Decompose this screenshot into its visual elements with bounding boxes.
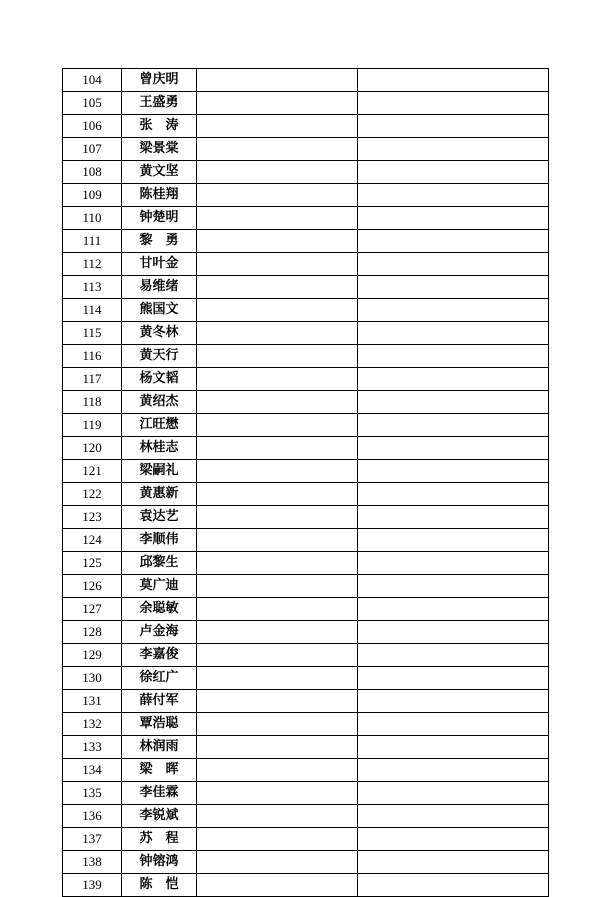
row-name-text: 张 涛 (139, 118, 179, 133)
row-name-text: 李锐斌 (139, 808, 179, 823)
row-blank-cell-a (197, 713, 358, 736)
row-name-text: 曾庆明 (139, 72, 179, 87)
table-row (63, 805, 549, 828)
row-blank-cell-b (358, 299, 549, 322)
table-row (63, 690, 549, 713)
row-name-cell (122, 345, 197, 368)
row-number-cell: 112 (63, 253, 122, 276)
row-blank-cell-a (197, 828, 358, 851)
row-blank-cell-b (358, 552, 549, 575)
row-name-cell (122, 690, 197, 713)
row-number-cell: 119 (63, 414, 122, 437)
table-row (63, 483, 549, 506)
row-number-cell: 137 (63, 828, 122, 851)
row-name-cell (122, 414, 197, 437)
row-number-cell: 106 (63, 115, 122, 138)
table-row (63, 115, 549, 138)
row-name-cell (122, 667, 197, 690)
row-number-cell: 113 (63, 276, 122, 299)
roster-table-container (62, 68, 548, 897)
row-blank-cell-a (197, 460, 358, 483)
row-blank-cell-a (197, 414, 358, 437)
row-name-cell (122, 621, 197, 644)
row-blank-cell-a (197, 345, 358, 368)
row-blank-cell-b (358, 322, 549, 345)
row-name-cell (122, 230, 197, 253)
row-name-text: 陈 恺 (139, 877, 179, 892)
table-row (63, 759, 549, 782)
row-blank-cell-a (197, 276, 358, 299)
row-blank-cell-b (358, 437, 549, 460)
row-blank-cell-b (358, 184, 549, 207)
row-blank-cell-b (358, 276, 549, 299)
table-row (63, 713, 549, 736)
row-blank-cell-a (197, 667, 358, 690)
row-name-cell (122, 644, 197, 667)
row-number-cell: 120 (63, 437, 122, 460)
row-blank-cell-a (197, 782, 358, 805)
table-row (63, 276, 549, 299)
table-row (63, 598, 549, 621)
table-row (63, 529, 549, 552)
row-number-cell: 110 (63, 207, 122, 230)
row-blank-cell-b (358, 253, 549, 276)
row-name-cell (122, 805, 197, 828)
row-name-text: 黄冬林 (139, 325, 179, 340)
row-name-text: 林桂志 (139, 440, 179, 455)
row-name-cell (122, 92, 197, 115)
row-number-cell: 133 (63, 736, 122, 759)
row-name-text: 黎 勇 (139, 233, 179, 248)
row-blank-cell-b (358, 368, 549, 391)
row-name-cell (122, 437, 197, 460)
row-name-cell (122, 529, 197, 552)
row-blank-cell-b (358, 506, 549, 529)
row-blank-cell-a (197, 322, 358, 345)
row-name-text: 黄文坚 (139, 164, 179, 179)
row-name-text: 卢金海 (139, 624, 179, 639)
row-name-text: 黄绍杰 (139, 394, 179, 409)
row-name-cell (122, 460, 197, 483)
row-blank-cell-a (197, 690, 358, 713)
row-name-cell (122, 253, 197, 276)
roster-table (62, 68, 549, 897)
table-row (63, 506, 549, 529)
row-name-cell (122, 598, 197, 621)
row-blank-cell-b (358, 575, 549, 598)
row-name-text: 甘叶金 (139, 256, 179, 271)
row-number-cell: 109 (63, 184, 122, 207)
row-blank-cell-b (358, 207, 549, 230)
table-row (63, 322, 549, 345)
row-blank-cell-b (358, 621, 549, 644)
table-row (63, 874, 549, 897)
row-number-cell: 115 (63, 322, 122, 345)
table-row (63, 414, 549, 437)
row-blank-cell-b (358, 598, 549, 621)
table-row (63, 230, 549, 253)
row-name-text: 林润雨 (139, 739, 179, 754)
row-name-text: 李佳霖 (139, 785, 179, 800)
row-name-cell (122, 207, 197, 230)
row-blank-cell-a (197, 207, 358, 230)
table-row (63, 782, 549, 805)
row-number-cell: 108 (63, 161, 122, 184)
row-name-cell (122, 483, 197, 506)
row-blank-cell-a (197, 437, 358, 460)
row-blank-cell-a (197, 299, 358, 322)
row-name-cell (122, 322, 197, 345)
row-blank-cell-b (358, 345, 549, 368)
row-name-text: 江旺懋 (139, 417, 179, 432)
row-blank-cell-a (197, 851, 358, 874)
row-blank-cell-b (358, 529, 549, 552)
table-row (63, 391, 549, 414)
row-name-cell (122, 391, 197, 414)
row-name-text: 陈桂翔 (139, 187, 179, 202)
row-name-cell (122, 161, 197, 184)
row-name-text: 李嘉俊 (139, 647, 179, 662)
row-blank-cell-a (197, 575, 358, 598)
row-blank-cell-a (197, 552, 358, 575)
row-name-cell (122, 782, 197, 805)
row-name-cell (122, 736, 197, 759)
row-number-cell: 136 (63, 805, 122, 828)
row-blank-cell-b (358, 690, 549, 713)
row-name-text: 王盛勇 (139, 95, 179, 110)
row-blank-cell-a (197, 759, 358, 782)
table-row (63, 828, 549, 851)
row-name-text: 梁景棠 (139, 141, 179, 156)
row-number-cell: 104 (63, 69, 122, 92)
row-name-text: 钟镕鸿 (139, 854, 179, 869)
row-blank-cell-b (358, 483, 549, 506)
row-blank-cell-a (197, 161, 358, 184)
row-name-cell (122, 368, 197, 391)
row-name-text: 梁嗣礼 (139, 463, 179, 478)
row-number-cell: 124 (63, 529, 122, 552)
row-name-cell (122, 138, 197, 161)
row-blank-cell-b (358, 851, 549, 874)
row-blank-cell-b (358, 805, 549, 828)
row-blank-cell-b (358, 92, 549, 115)
row-blank-cell-a (197, 805, 358, 828)
table-row (63, 92, 549, 115)
row-blank-cell-a (197, 874, 358, 897)
row-name-cell (122, 276, 197, 299)
row-blank-cell-b (358, 115, 549, 138)
row-number-cell: 132 (63, 713, 122, 736)
table-row (63, 161, 549, 184)
row-number-cell: 126 (63, 575, 122, 598)
table-row (63, 138, 549, 161)
row-number-cell: 117 (63, 368, 122, 391)
row-number-cell: 128 (63, 621, 122, 644)
row-blank-cell-a (197, 506, 358, 529)
row-blank-cell-b (358, 391, 549, 414)
row-name-text: 黄天行 (139, 348, 179, 363)
row-number-cell: 116 (63, 345, 122, 368)
row-name-cell (122, 69, 197, 92)
table-row (63, 851, 549, 874)
row-blank-cell-b (358, 759, 549, 782)
row-name-cell (122, 575, 197, 598)
row-number-cell: 111 (63, 230, 122, 253)
row-blank-cell-a (197, 253, 358, 276)
row-blank-cell-b (358, 782, 549, 805)
row-blank-cell-a (197, 69, 358, 92)
row-blank-cell-a (197, 184, 358, 207)
row-number-cell: 131 (63, 690, 122, 713)
row-name-text: 袁达艺 (139, 509, 179, 524)
row-name-cell (122, 851, 197, 874)
row-name-text: 苏 程 (139, 831, 179, 846)
row-name-text: 薛付军 (139, 693, 179, 708)
row-blank-cell-b (358, 667, 549, 690)
roster-table-body (63, 69, 549, 897)
row-blank-cell-b (358, 713, 549, 736)
row-blank-cell-b (358, 736, 549, 759)
row-name-cell (122, 506, 197, 529)
row-name-text: 梁 晖 (139, 762, 179, 777)
table-row (63, 207, 549, 230)
row-name-cell (122, 874, 197, 897)
table-row (63, 437, 549, 460)
table-row (63, 621, 549, 644)
row-name-cell (122, 552, 197, 575)
row-name-text: 杨文韬 (139, 371, 179, 386)
row-blank-cell-a (197, 644, 358, 667)
row-name-text: 覃浩聪 (139, 716, 179, 731)
row-number-cell: 139 (63, 874, 122, 897)
row-name-cell (122, 713, 197, 736)
row-name-text: 熊国文 (139, 302, 179, 317)
row-name-cell (122, 184, 197, 207)
row-name-cell (122, 759, 197, 782)
row-number-cell: 130 (63, 667, 122, 690)
row-blank-cell-b (358, 161, 549, 184)
row-number-cell: 105 (63, 92, 122, 115)
row-number-cell: 129 (63, 644, 122, 667)
row-name-cell (122, 299, 197, 322)
row-name-text: 钟楚明 (139, 210, 179, 225)
row-number-cell: 121 (63, 460, 122, 483)
row-number-cell: 127 (63, 598, 122, 621)
row-blank-cell-a (197, 368, 358, 391)
row-blank-cell-b (358, 874, 549, 897)
row-number-cell: 118 (63, 391, 122, 414)
row-name-text: 邱黎生 (139, 555, 179, 570)
row-name-text: 莫广迪 (139, 578, 179, 593)
table-row (63, 575, 549, 598)
row-name-text: 黄惠新 (139, 486, 179, 501)
row-name-cell (122, 115, 197, 138)
row-number-cell: 114 (63, 299, 122, 322)
row-number-cell: 123 (63, 506, 122, 529)
row-number-cell: 125 (63, 552, 122, 575)
row-name-text: 易维绪 (139, 279, 179, 294)
table-row (63, 460, 549, 483)
row-name-text: 余聪敏 (139, 601, 179, 616)
table-row (63, 644, 549, 667)
table-row (63, 345, 549, 368)
table-row (63, 184, 549, 207)
row-number-cell: 135 (63, 782, 122, 805)
row-number-cell: 107 (63, 138, 122, 161)
table-row (63, 736, 549, 759)
row-blank-cell-a (197, 736, 358, 759)
row-name-text: 徐红广 (139, 670, 179, 685)
row-blank-cell-a (197, 529, 358, 552)
row-blank-cell-b (358, 414, 549, 437)
row-blank-cell-a (197, 115, 358, 138)
row-blank-cell-a (197, 138, 358, 161)
row-blank-cell-a (197, 598, 358, 621)
row-number-cell: 138 (63, 851, 122, 874)
row-blank-cell-b (358, 138, 549, 161)
row-number-cell: 134 (63, 759, 122, 782)
row-number-cell: 122 (63, 483, 122, 506)
row-blank-cell-b (358, 460, 549, 483)
row-blank-cell-a (197, 230, 358, 253)
row-blank-cell-b (358, 644, 549, 667)
table-row (63, 69, 549, 92)
row-blank-cell-a (197, 92, 358, 115)
row-name-text: 李顺伟 (139, 532, 179, 547)
row-blank-cell-b (358, 828, 549, 851)
row-blank-cell-a (197, 391, 358, 414)
row-blank-cell-a (197, 483, 358, 506)
table-row (63, 253, 549, 276)
table-row (63, 299, 549, 322)
table-row (63, 667, 549, 690)
row-blank-cell-b (358, 69, 549, 92)
row-blank-cell-a (197, 621, 358, 644)
table-row (63, 368, 549, 391)
row-name-cell (122, 828, 197, 851)
table-row (63, 552, 549, 575)
row-blank-cell-b (358, 230, 549, 253)
